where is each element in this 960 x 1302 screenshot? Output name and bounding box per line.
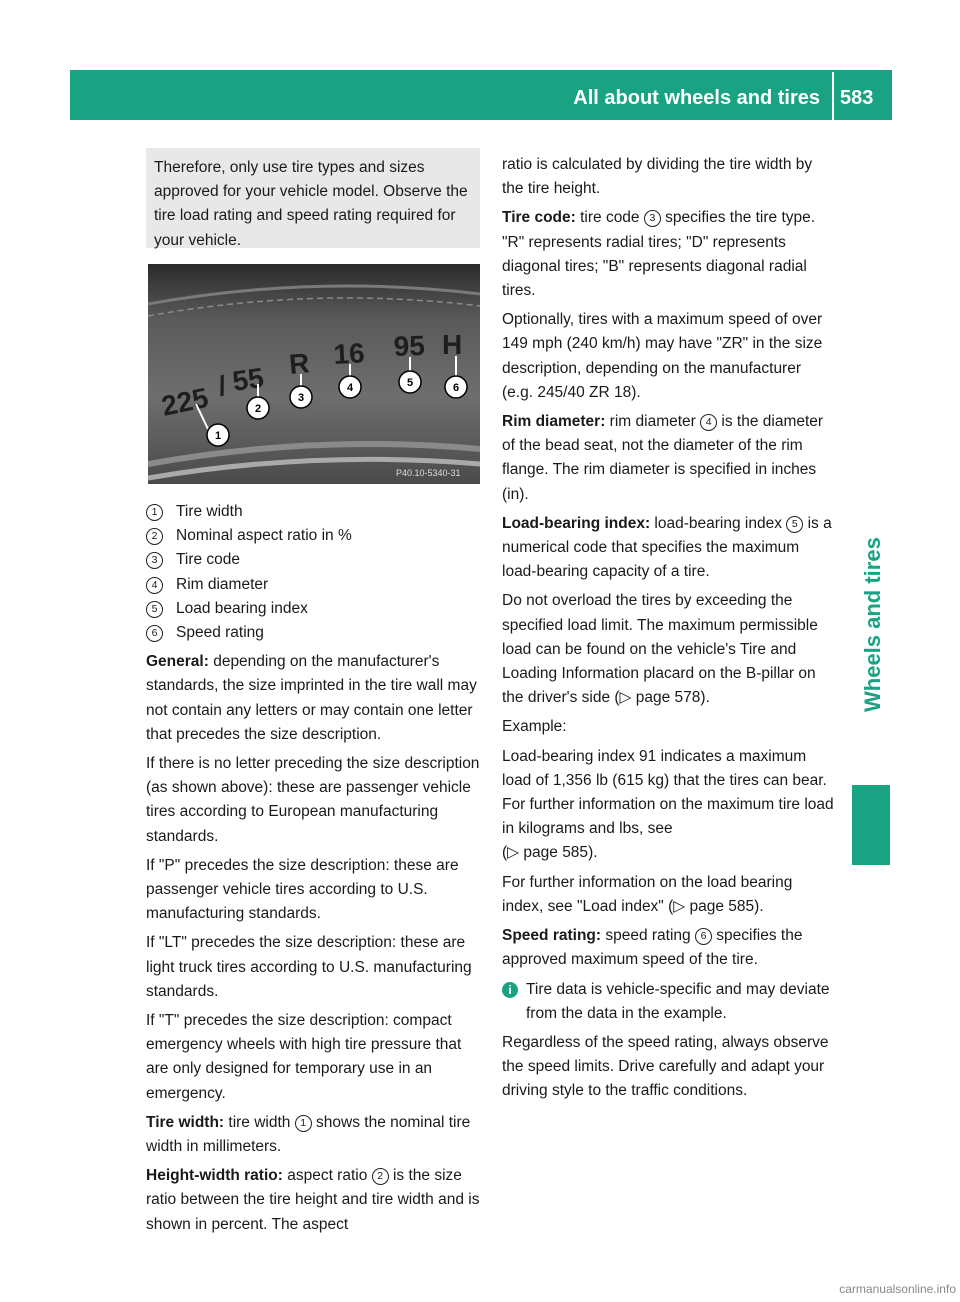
paragraph-p: If "P" precedes the size description: these are passenger vehicle tires according to U.S. manufacturing standards.	[146, 856, 459, 923]
callout-5: 5	[406, 377, 414, 389]
text: (	[502, 844, 508, 862]
side-tab-marker	[852, 785, 890, 865]
term-height-width: Height-width ratio:	[146, 1167, 283, 1185]
callout-number: 4	[146, 577, 163, 594]
paragraph-tire-code	[502, 206, 834, 303]
right-column	[502, 153, 834, 1109]
text: depending on the manufacturer's standards, the size imprinted in the tire wall may not contain any letters or may contain one letter that precedes the size description.	[146, 653, 477, 743]
legend-label: Tire code	[176, 551, 241, 569]
term-rim-diameter: Rim diameter:	[502, 413, 606, 431]
legend-label: Tire width	[176, 503, 243, 520]
text: is the diameter of the bead seat, not the diameter of the rim flange. The rim diameter is specified in inches (in).	[502, 413, 824, 503]
legend-item	[146, 621, 480, 645]
paragraph-optional: Optionally, tires with a maximum speed of over 149 mph (240 km/h) may have "ZR" in the size description, depending on the manufacturer (e.g. 245/40 ZR 18).	[502, 311, 823, 401]
section-title: All about wheels and tires	[573, 87, 820, 109]
paragraph-speed-rating	[502, 924, 834, 972]
legend-label: Speed rating	[176, 624, 264, 642]
paragraph-example-ref	[502, 841, 834, 865]
text: Do not overload the tires by exceeding the specified load limit. The maximum permissible load can be found on the vehicle's Tire and Loading Information placard on the B-pillar on the driver's side (	[502, 592, 818, 707]
text: tire code	[575, 209, 644, 227]
callout-6: 6	[452, 382, 460, 394]
text: rim diameter	[605, 413, 701, 431]
legend-item	[146, 573, 480, 597]
callout-4: 4	[346, 382, 354, 394]
text: ).	[588, 844, 598, 862]
text: tire width	[224, 1113, 295, 1131]
legend-item	[146, 524, 480, 548]
text: load-bearing index	[650, 514, 787, 532]
paragraph-no-letter: If there is no letter preceding the size description (as shown above): these are passenger vehicle tires according to European manufacturing standards.	[146, 755, 480, 845]
arrow-icon: ▷	[507, 844, 520, 862]
page-reference-link[interactable]: page 585	[519, 844, 589, 862]
text: ).	[754, 897, 764, 915]
callout-number: 5	[786, 516, 803, 533]
mark-speed: H	[442, 329, 463, 360]
mark-code: R	[287, 347, 311, 380]
paragraph-tire-width	[146, 1111, 480, 1159]
text: aspect ratio	[282, 1167, 372, 1185]
callout-3: 3	[297, 392, 305, 404]
info-note	[502, 978, 834, 1026]
mark-width: 225	[158, 381, 211, 422]
callout-number: 1	[295, 1115, 312, 1132]
callout-2: 2	[254, 403, 262, 415]
paragraph-load-bearing	[502, 512, 834, 585]
side-tab-label: Wheels and tires	[860, 537, 885, 712]
arrow-icon: ▷	[619, 689, 632, 707]
paragraph-height-width	[146, 1164, 480, 1237]
page-reference-link[interactable]: page 585	[685, 897, 755, 915]
legend-label: Rim diameter	[176, 575, 269, 593]
paragraph-lt: If "LT" precedes the size description: these are light truck tires according to U.S. manufacturing standards.	[146, 934, 472, 1000]
callout-number: 2	[372, 1168, 389, 1185]
side-tab	[852, 537, 890, 712]
term-general: General:	[146, 653, 209, 671]
legend-item	[146, 548, 480, 572]
text: For further information on the load bearing index, see "Load index" (	[502, 873, 793, 915]
mark-slash: /	[215, 370, 229, 402]
mark-rim: 16	[332, 337, 366, 370]
term-tire-code: Tire code:	[502, 209, 576, 227]
info-text: Tire data is vehicle-specific and may deviate from the data in the example.	[526, 980, 830, 1022]
text: is a numerical code that specifies the maximum load-bearing capacity of a tire.	[502, 514, 832, 581]
text: specifies the approved maximum speed of the tire.	[502, 927, 803, 969]
callout-number: 4	[700, 414, 717, 431]
arrow-icon: ▷	[673, 897, 686, 915]
paragraph-rim-diameter	[502, 410, 834, 507]
callout-number: 6	[695, 928, 712, 945]
tire-sidewall-image	[148, 264, 480, 484]
note-text: Therefore, only use tire types and sizes approved for your vehicle model. Observe the tire load rating and speed rating required for your vehicle.	[154, 159, 468, 249]
callout-number: 1	[146, 504, 163, 521]
legend-item	[146, 597, 480, 621]
paragraph-further	[502, 871, 834, 919]
mark-ratio: 55	[230, 361, 266, 397]
text: is the size ratio between the tire height and tire width and is shown in percent. The aspect	[146, 1167, 480, 1233]
page-reference-link[interactable]: page 578	[631, 689, 701, 707]
paragraph-example: Load-bearing index 91 indicates a maximum load of 1,356 lb (615 kg) that the tires can bear. For further information on the maximum tire load in kilograms and lbs, see	[502, 747, 834, 838]
text: shows the nominal tire width in millimeters.	[146, 1113, 471, 1156]
footer-watermark: carmanualsonline.info	[839, 1282, 956, 1296]
note-box	[146, 148, 480, 248]
legend-label: Nominal aspect ratio in %	[176, 527, 352, 545]
page-number: 583	[840, 87, 874, 109]
term-load-bearing: Load-bearing index:	[502, 514, 651, 532]
left-column	[146, 500, 480, 1242]
text: ).	[700, 689, 710, 707]
paragraph-general	[146, 650, 480, 747]
callout-number: 2	[146, 528, 163, 545]
term-tire-width: Tire width:	[146, 1113, 225, 1131]
callout-number: 3	[644, 210, 661, 227]
callout-1: 1	[214, 430, 222, 442]
term-speed-rating: Speed rating:	[502, 927, 602, 945]
text: specifies the tire type. "R" represents radial tires; "D" represents diagonal tires; "B" represents diagonal radial tires.	[502, 209, 816, 300]
legend-label: Load bearing index	[176, 599, 308, 617]
info-icon: i	[502, 982, 518, 998]
paragraph-example-label: Example:	[502, 718, 567, 736]
header-separator	[832, 72, 834, 120]
mark-load: 95	[393, 329, 426, 362]
paragraph-overload	[502, 589, 834, 710]
callout-number: 6	[146, 625, 163, 642]
figure-code: P40.10-5340-31	[396, 468, 461, 478]
paragraph-final: Regardless of the speed rating, always observe the speed limits. Drive carefully and adapt your driving style to the traffic conditions.	[502, 1033, 829, 1100]
callout-number: 5	[146, 601, 163, 618]
text: speed rating	[601, 927, 695, 945]
paragraph-t: If "T" precedes the size description: compact emergency wheels with high tire pressure that are only designed for temporary use in an emergency.	[146, 1012, 462, 1102]
paragraph-continued: ratio is calculated by dividing the tire width by the tire height.	[502, 156, 813, 198]
callout-number: 3	[146, 552, 163, 569]
legend-item	[146, 500, 480, 524]
